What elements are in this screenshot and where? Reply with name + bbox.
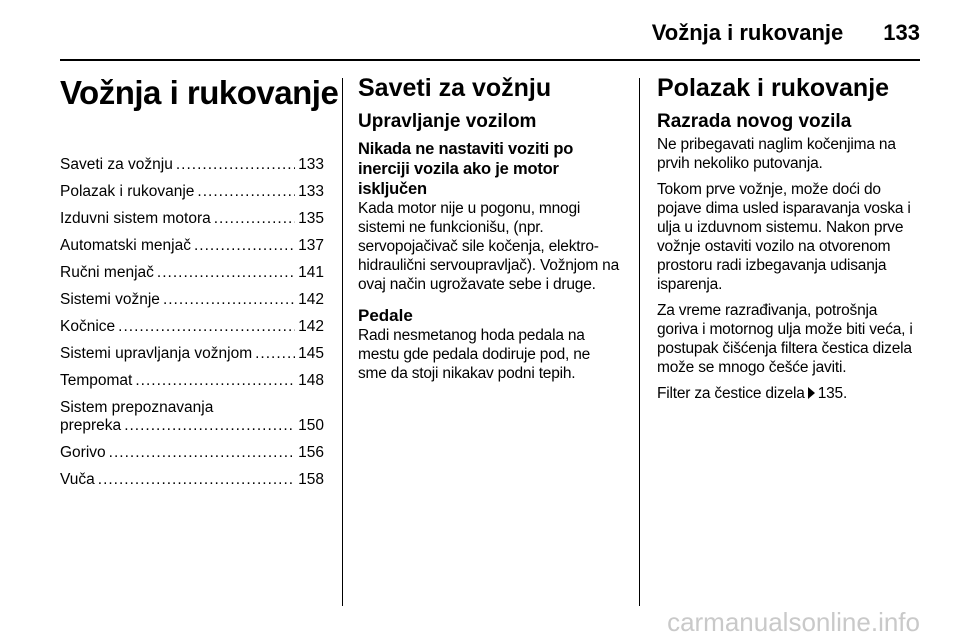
toc-entry[interactable] [60, 264, 324, 282]
column-divider-2 [639, 78, 640, 606]
toc-entry[interactable] [60, 156, 324, 174]
cross-reference-page: 135. [817, 385, 848, 402]
toc-entry-page: 148 [298, 372, 324, 389]
watermark: carmanualsonline.info [667, 607, 920, 637]
chapter-title: Vožnja i rukovanje [60, 74, 339, 111]
toc-leader [194, 237, 295, 255]
toc-entry-page: 133 [298, 156, 324, 173]
toc-entry-page: 158 [298, 471, 324, 488]
toc-entry-text: Gorivo [60, 444, 106, 461]
toc-entry[interactable] [60, 318, 324, 336]
cross-reference[interactable] [657, 384, 921, 403]
toc-entry-page: 145 [298, 345, 324, 362]
warning-heading: Nikada ne nastaviti voziti po inerciji vozila ako je motor isključen [358, 140, 574, 198]
column-toc [60, 72, 339, 498]
toc-leader [109, 444, 295, 462]
toc-leader [157, 264, 295, 282]
paragraph: Tokom prve vožnje, može doći do pojave dima usled isparavanja voska i ulja u izduvnom sistemu. Nakon prve vožnje ostaviti vozilo na otvorenom prostoru radi izbegavanja udisanja isparenja. [657, 181, 911, 293]
toc-entry-text: Izduvni sistem motora [60, 210, 211, 227]
toc-leader [124, 417, 295, 435]
cross-reference-text: Filter za čestice dizela [657, 385, 805, 402]
toc-entry[interactable] [60, 237, 324, 255]
paragraph: Za vreme razrađivanja, potrošnja goriva i motornog ulja može biti veća, i postupak čišćenja filtera čestica dizela može se mnogo češće javiti. [657, 302, 913, 376]
toc-entry-page: 150 [298, 417, 324, 434]
toc-entry-text: Saveti za vožnju [60, 156, 173, 173]
toc-entry-text: Polazak i rukovanje [60, 183, 195, 200]
toc-leader [214, 210, 295, 228]
toc-entry-page: 133 [298, 183, 324, 200]
pedals-heading: Pedale [358, 306, 413, 325]
toc-entry[interactable] [60, 183, 324, 201]
header-rule [60, 59, 920, 61]
toc-entry-text-line1: Sistem prepoznavanja [60, 399, 214, 416]
column-starting [657, 72, 921, 410]
toc-leader [118, 318, 295, 336]
section-title: Polazak i rukovanje [657, 74, 890, 102]
section-title: Saveti za vožnju [358, 74, 552, 102]
toc-leader [197, 183, 295, 201]
toc-entry-page: 142 [298, 318, 324, 335]
subsection-title: Razrada novog vozila [657, 111, 852, 132]
toc-entry-text: Vuča [60, 471, 95, 488]
toc-leader [176, 156, 295, 174]
header-page-number: 133 [883, 20, 920, 45]
toc-entry-text: prepreka [60, 417, 122, 434]
toc-entry-text: Sistemi vožnje [60, 291, 160, 308]
toc-entry[interactable] [60, 345, 324, 363]
toc-entry-page: 137 [298, 237, 324, 254]
toc-leader [163, 291, 295, 309]
toc-leader [255, 345, 295, 363]
warning-body: Kada motor nije u pogonu, mnogi sistemi ne funkcionišu, (npr. servopojačivač sile kočenja, elektro-hidraulični servoupravljač). Vožnjom na ovaj način ugrožavate sebe i druge. [358, 200, 619, 293]
arrow-right-icon [808, 387, 815, 399]
pedals-body: Radi nesmetanog hoda pedala na mestu gde pedala dodiruje pod, ne sme da stoji nikakav podni tepih. [358, 327, 591, 382]
column-driving-tips [358, 72, 620, 390]
toc-entry-page: 141 [298, 264, 324, 281]
toc-leader [135, 372, 295, 390]
toc-entry[interactable] [60, 399, 324, 435]
column-divider-1 [342, 78, 343, 606]
toc-entry-page: 142 [298, 291, 324, 308]
toc-entry-text: Kočnice [60, 318, 116, 335]
toc-entry-page: 156 [298, 444, 324, 461]
toc-entry[interactable] [60, 210, 324, 228]
toc-entry-text: Sistemi upravljanja vožnjom [60, 345, 253, 362]
toc-entry[interactable] [60, 291, 324, 309]
subsection-title: Upravljanje vozilom [358, 111, 537, 132]
header-title: Vožnja i rukovanje [651, 20, 844, 45]
page-header [60, 16, 920, 50]
paragraph: Ne pribegavati naglim kočenjima na prvih nekoliko putovanja. [657, 136, 896, 172]
toc-entry-page: 135 [298, 210, 324, 227]
table-of-contents [60, 156, 324, 489]
toc-entry-text: Tempomat [60, 372, 133, 389]
toc-entry[interactable] [60, 444, 324, 462]
toc-entry[interactable] [60, 471, 324, 489]
toc-entry[interactable] [60, 372, 324, 390]
toc-leader [98, 471, 295, 489]
toc-entry-text: Automatski menjač [60, 237, 191, 254]
toc-entry-text: Ručni menjač [60, 264, 154, 281]
